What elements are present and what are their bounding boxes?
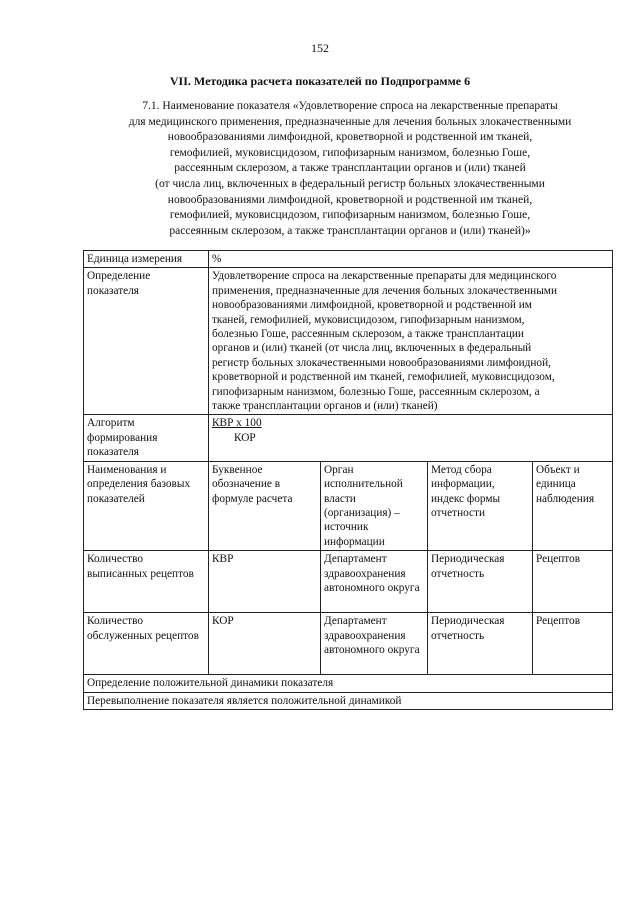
header-symbol: Буквенное обозначение в формуле расчета	[209, 461, 321, 550]
definition-line: органов и (или) тканей (от числа лиц, включенных в федеральный	[212, 342, 532, 355]
header-object: Объект и единица наблюдения	[533, 461, 613, 550]
base-indicator-method: Периодическая отчетность	[428, 551, 533, 613]
definition-line: новообразованиями лимфоидной, кроветворной и родственной им	[212, 299, 532, 312]
formula-numerator: КВР х 100	[212, 417, 262, 430]
base-indicator-source: Департамент здравоохранения автономного округа	[321, 551, 428, 613]
definition-line: гипофизарным нанизмом, болезнью Гоше, рассеянным склерозом, а	[212, 385, 540, 398]
table-row	[84, 551, 613, 613]
header-method: Метод сбора информации, индекс формы отчетности	[428, 461, 533, 550]
indicator-name-line: 7.1. Наименование показателя «Удовлетворение спроса на лекарственные препараты	[142, 100, 558, 112]
indicator-name-line: (от числа лиц, включенных в федеральный регистр больных злокачественными	[155, 177, 545, 190]
definition-line: применения, предназначенные для лечения больных злокачественными	[212, 284, 557, 297]
indicator-name-line: новообразованиями лимфоидной, кроветворной и родственной им тканей,	[167, 193, 533, 206]
definition-text	[209, 268, 613, 415]
definition-row	[84, 268, 613, 415]
indicator-name-line: рассеянным склерозом, а также трансплантации органов и (или) тканей)»	[169, 224, 531, 237]
definition-line: также трансплантации органов и (или) тканей)	[212, 400, 438, 413]
indicator-name-line: гемофилией, муковисцидозом, гипофизарным нанизмом, болезнью Гоше,	[169, 209, 531, 222]
dynamics-label: Определение положительной динамики показателя	[84, 675, 613, 692]
header-source: Орган исполнительной власти (организация) – источник информации	[321, 461, 428, 550]
base-indicator-symbol: КВР	[209, 551, 321, 613]
base-indicator-method: Периодическая отчетность	[428, 613, 533, 675]
table-row	[84, 613, 613, 675]
base-indicator-object: Рецептов	[533, 613, 613, 675]
definition-line: болезнью Гоше, рассеянным склерозом, а также трансплантации	[212, 328, 524, 341]
algorithm-label: Алгоритм формирования показателя	[84, 415, 209, 461]
unit-value: %	[209, 251, 613, 268]
base-indicator-object: Рецептов	[533, 551, 613, 613]
dynamics-value-row	[84, 692, 613, 709]
indicator-table	[83, 250, 613, 710]
header-name: Наименования и определения базовых показателей	[84, 461, 209, 550]
base-indicator-name: Количество обслуженных рецептов	[84, 613, 209, 675]
base-indicator-source: Департамент здравоохранения автономного округа	[321, 613, 428, 675]
indicator-name-line: гемофилией, муковисцидозом, гипофизарным нанизмом, болезнью Гоше,	[169, 146, 531, 159]
indicator-name	[90, 99, 610, 239]
unit-row	[84, 251, 613, 268]
definition-line: регистр больных злокачественными новообразованиями лимфоидной,	[212, 356, 551, 369]
algorithm-formula	[209, 415, 613, 461]
definition-line: Удовлетворение спроса на лекарственные препараты для медицинского	[212, 270, 557, 283]
base-indicator-symbol: КОР	[209, 613, 321, 675]
base-indicators-header-row	[84, 461, 613, 550]
page-number: 152	[311, 41, 329, 55]
dynamics-value: Перевыполнение показателя является положительной динамикой	[84, 692, 613, 709]
section-title: VII. Методика расчета показателей по Подпрограмме 6	[169, 74, 471, 88]
indicator-name-line: новообразованиями лимфоидной, кроветворной и родственной им тканей,	[167, 131, 533, 144]
definition-line: тканей, гемофилией, муковисцидозом, гипофизарным нанизмом,	[212, 313, 525, 326]
algorithm-row	[84, 415, 613, 461]
indicator-name-line: рассеянным склерозом, а также трансплантации органов и (или) тканей	[174, 162, 526, 175]
dynamics-label-row	[84, 675, 613, 692]
unit-label: Единица измерения	[84, 251, 209, 268]
formula-denominator: КОР	[234, 431, 256, 444]
indicator-name-line: для медицинского применения, предназначенные для лечения больных злокачественными	[128, 115, 572, 128]
definition-label: Определение показателя	[84, 268, 209, 415]
base-indicator-name: Количество выписанных рецептов	[84, 551, 209, 613]
definition-line: кроветворной и родственной им тканей, гемофилией, муковисцидозом,	[212, 371, 555, 384]
